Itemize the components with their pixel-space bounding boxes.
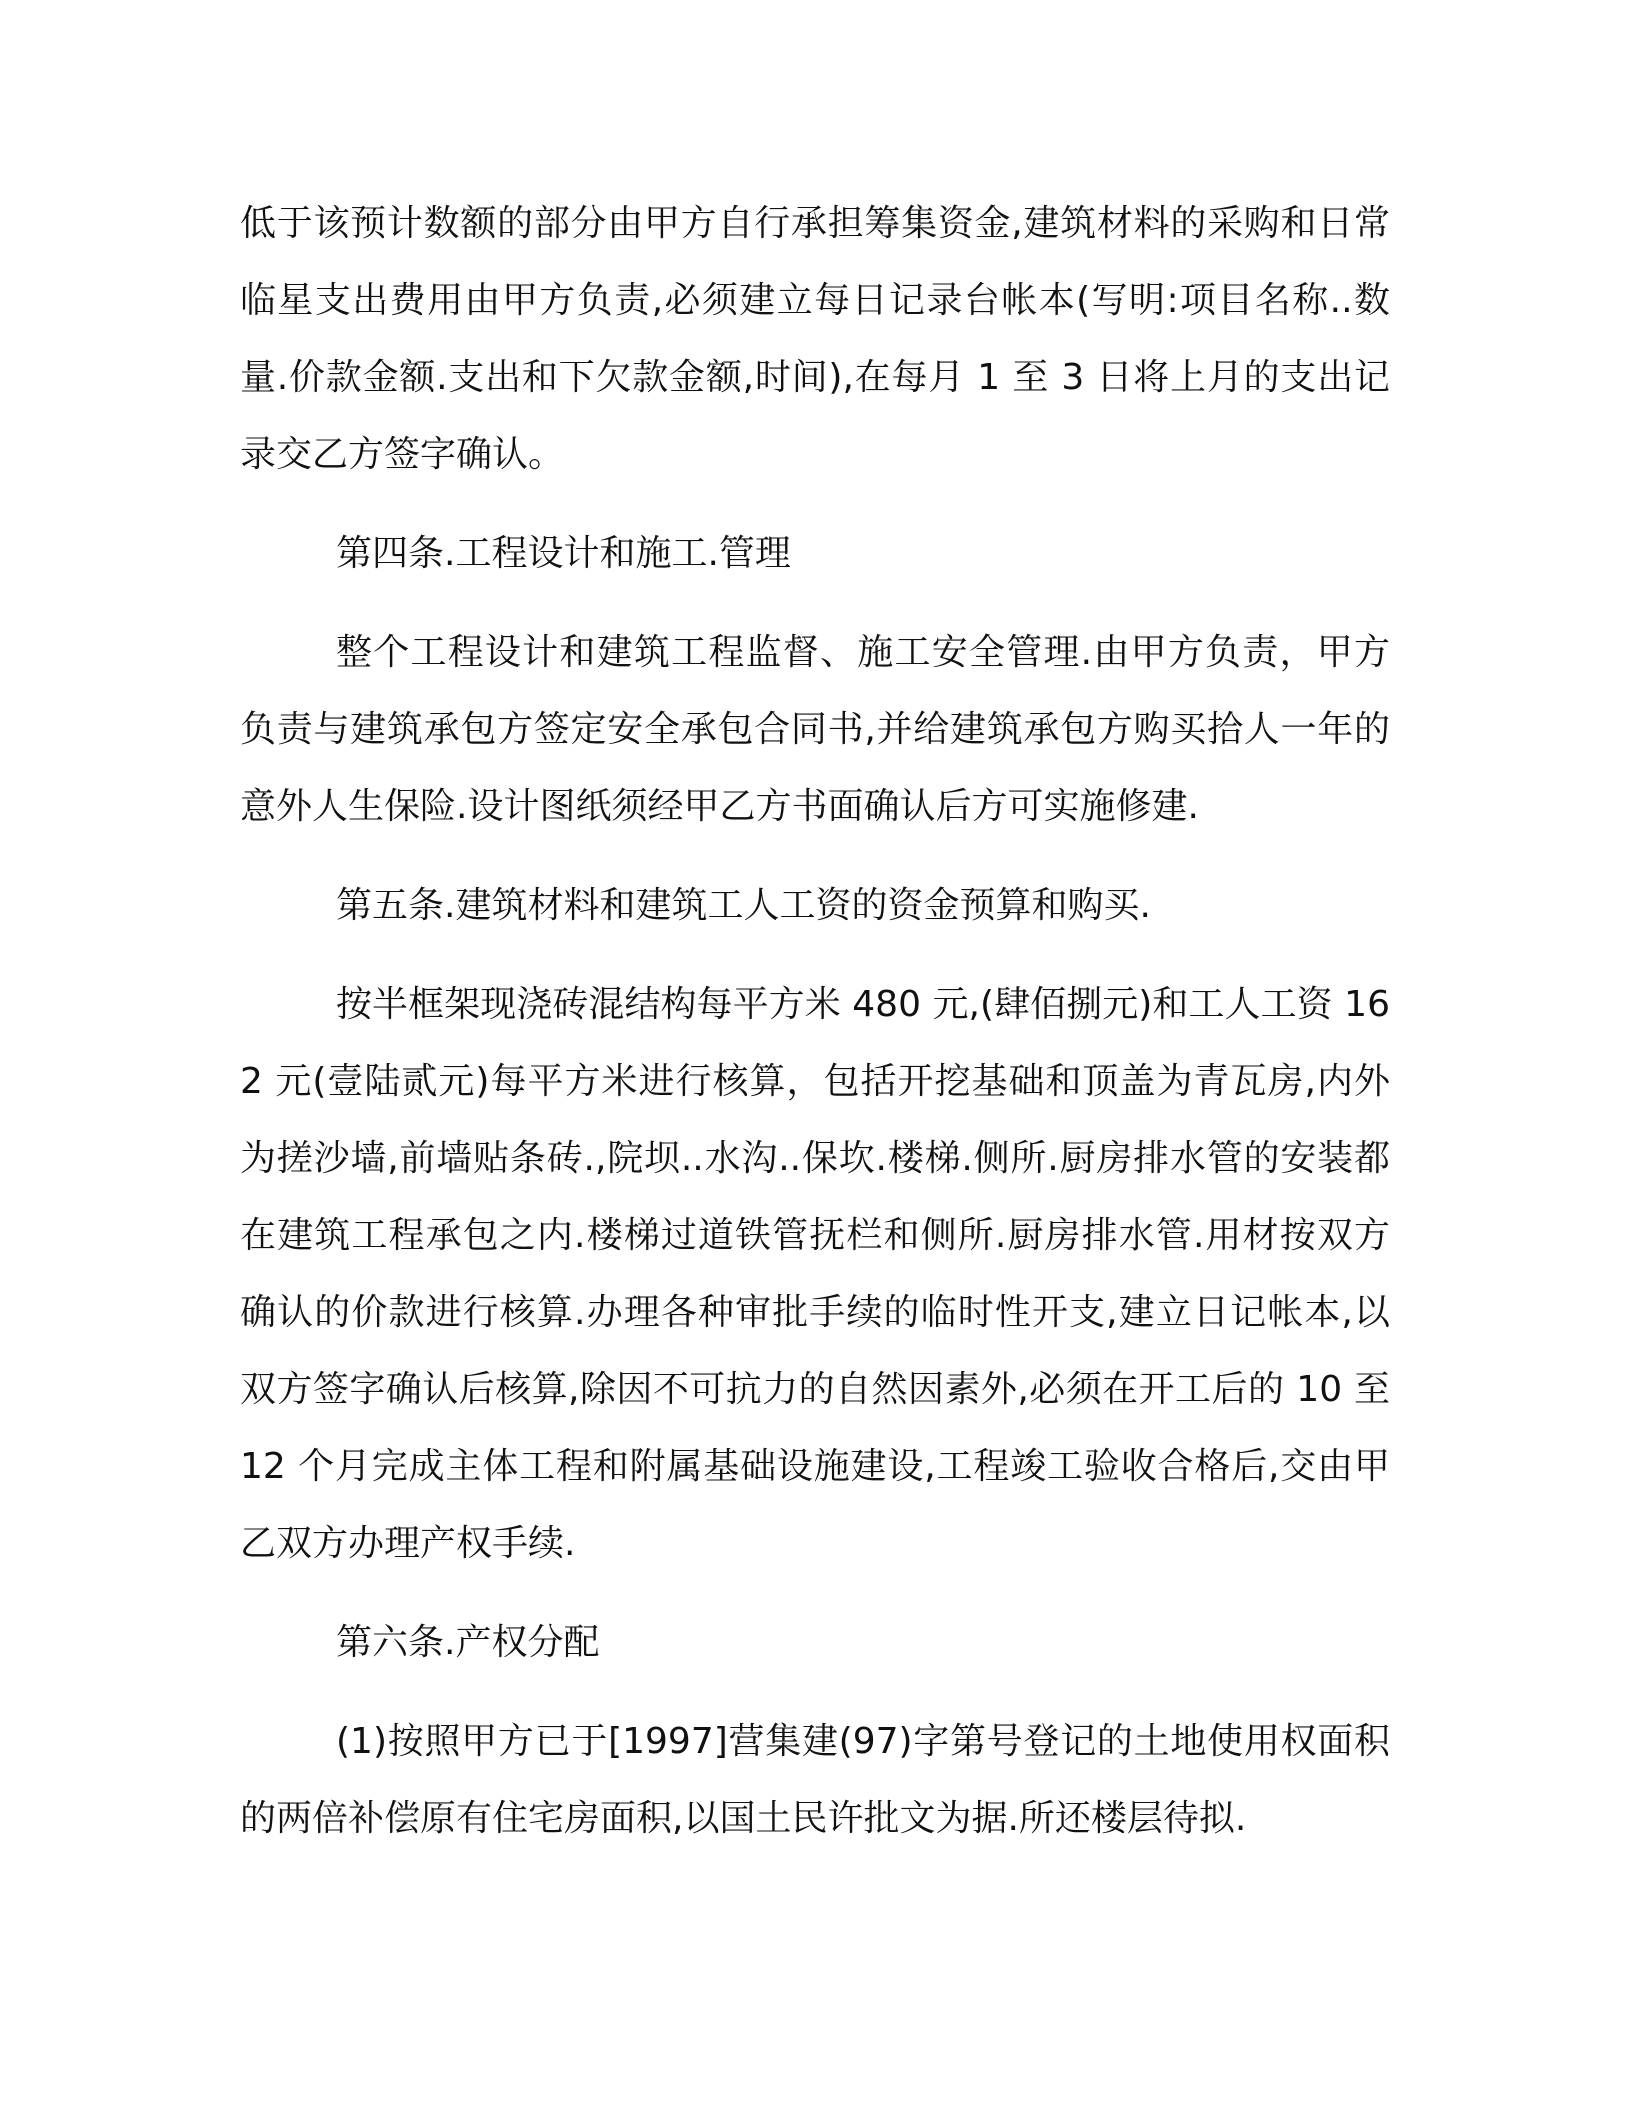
paragraph-budget-purchase: 按半框架现浇砖混结构每平方米 480 元,(肆佰捌元)和工人工资 162 元(壹陆贰元)每平方米进行核算，包括开挖基础和顶盖为青瓦房,内外为搓沙墙,前墙贴条砖.,院坝..水沟..保坎.楼梯.侧所.厨房排水管的安装都在建筑工程承包之内.楼梯过道铁管抚栏和侧所.厨房排水管.用材按双方确认的价款进行核算.办理各种审批手续的临时性开支,建立日记帐本,以双方签字确认后核算,除因不可抗力的自然因素外,必须在开工后的 10 至 12 个月完成主体工程和附属基础设施建设,工程竣工验收合格后,交由甲乙双方办理产权手续. xyxy=(240,984,1390,1564)
document-body xyxy=(240,185,1390,1857)
paragraph-design-management: 整个工程设计和建筑工程监督、施工安全管理.由甲方负责，甲方负责与建筑承包方签定安全承包合同书,并给建筑承包方购买拾人一年的意外人生保险.设计图纸须经甲乙方书面确认后方可实施修建. xyxy=(240,632,1390,827)
paragraph-funding-records: 低于该预计数额的部分由甲方自行承担筹集资金,建筑材料的采购和日常临星支出费用由甲方负责,必须建立每日记录台帐本(写明:项目名称..数量.价款金额.支出和下欠款金额,时间),在每月 1 至 3 日将上月的支出记录交乙方签字确认。 xyxy=(240,203,1390,475)
article-5-heading: 第五条.建筑材料和建筑工人工资的资金预算和购买. xyxy=(336,885,1151,926)
article-6-heading: 第六条.产权分配 xyxy=(336,1622,600,1663)
article-4-heading: 第四条.工程设计和施工.管理 xyxy=(336,533,791,574)
paragraph-property-allocation: (1)按照甲方已于[1997]营集建(97)字第号登记的土地使用权面积的两倍补偿原有住宅房面积,以国土民许批文为据.所还楼层待拟. xyxy=(240,1721,1390,1839)
